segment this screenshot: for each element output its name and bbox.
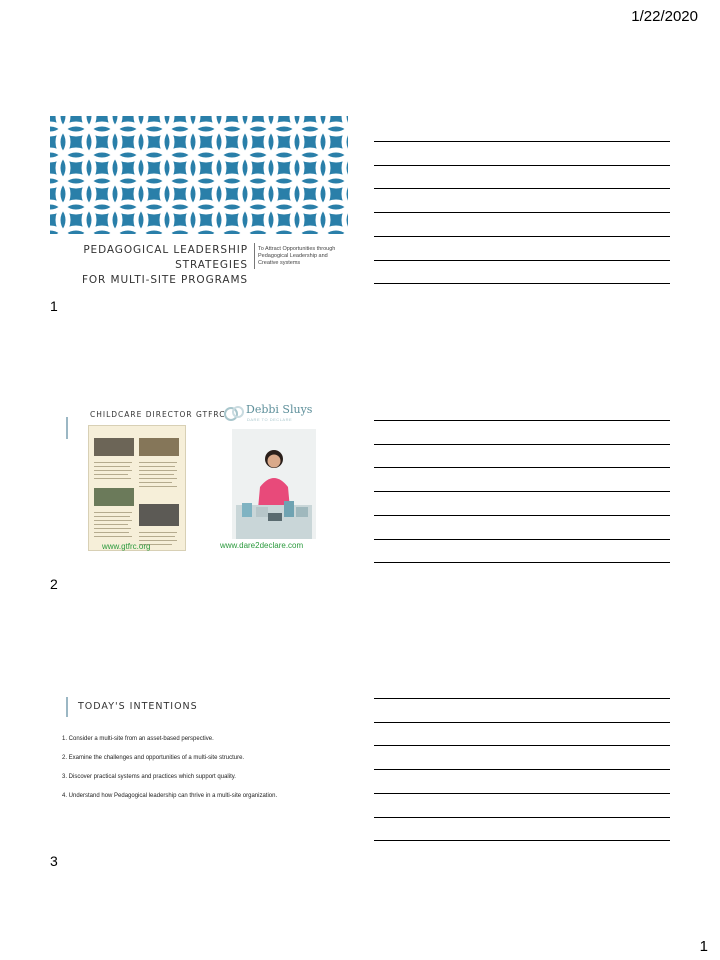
accent-bar xyxy=(66,697,68,717)
note-line xyxy=(374,539,670,540)
slide-1-title-line1: PEDAGOGICAL LEADERSHIP STRATEGIES xyxy=(83,244,248,271)
note-line xyxy=(374,840,670,841)
slide-number-2: 2 xyxy=(50,576,58,592)
intention-item: 4. Understand how Pedagogical leadership can thrive in a multi-site organization. xyxy=(62,793,278,799)
note-line xyxy=(374,515,670,516)
brochure-photo xyxy=(94,438,134,456)
note-line xyxy=(374,212,670,213)
gtfrc-brochure-image xyxy=(88,425,186,551)
subtitle-line2: Pedagogical Leadership and xyxy=(258,253,328,259)
note-line xyxy=(374,467,670,468)
note-line xyxy=(374,165,670,166)
logo-name: Debbi Sluys xyxy=(246,403,313,416)
subtitle-line1: To Attract Opportunities through xyxy=(258,246,336,252)
note-line xyxy=(374,769,670,770)
title-divider xyxy=(254,243,255,269)
portrait-photo xyxy=(232,429,316,539)
slide-2 xyxy=(50,395,348,567)
note-line xyxy=(374,444,670,445)
note-line xyxy=(374,188,670,189)
interlocking-circles-pattern xyxy=(50,116,348,234)
print-date: 1/22/2020 xyxy=(631,8,698,25)
note-line xyxy=(374,722,670,723)
slide-number-1: 1 xyxy=(50,298,58,314)
brochure-photo xyxy=(94,488,134,506)
note-line xyxy=(374,141,670,142)
slide-2-heading: CHILDCARE DIRECTOR GTFRC xyxy=(90,410,226,419)
note-line xyxy=(374,236,670,237)
intention-item: 2. Examine the challenges and opportunities of a multi-site structure. xyxy=(62,755,245,761)
note-line xyxy=(374,491,670,492)
accent-bar xyxy=(66,417,68,439)
note-line xyxy=(374,745,670,746)
note-line xyxy=(374,562,670,563)
note-line xyxy=(374,817,670,818)
logo-tagline: DARE TO DECLARE xyxy=(247,417,293,422)
slide-1-pattern xyxy=(50,116,348,234)
note-line xyxy=(374,420,670,421)
note-line xyxy=(374,283,670,284)
slide-1 xyxy=(50,116,348,288)
slide-1-title-line2: FOR MULTI-SITE PROGRAMS xyxy=(81,274,248,286)
slide-1-subtitle xyxy=(258,246,348,267)
page-number: 1 xyxy=(699,938,708,955)
note-line xyxy=(374,260,670,261)
slide-1-title xyxy=(50,243,248,288)
brochure-photo xyxy=(139,504,179,526)
swirl-logo-icon xyxy=(224,404,246,422)
dare2declare-link[interactable]: www.dare2declare.com xyxy=(220,541,304,550)
subtitle-line3: Creative systems xyxy=(258,260,301,266)
note-line xyxy=(374,698,670,699)
intention-item: 3. Discover practical systems and practices which support quality. xyxy=(62,774,236,780)
note-line xyxy=(374,793,670,794)
intention-item: 1. Consider a multi-site from an asset-based perspective. xyxy=(62,736,214,742)
gtfrc-link[interactable]: www.gtfrc.org xyxy=(102,542,151,551)
slide-3-heading: TODAY'S INTENTIONS xyxy=(78,701,198,712)
brochure-photo xyxy=(139,438,179,456)
slide-number-3: 3 xyxy=(50,853,58,869)
